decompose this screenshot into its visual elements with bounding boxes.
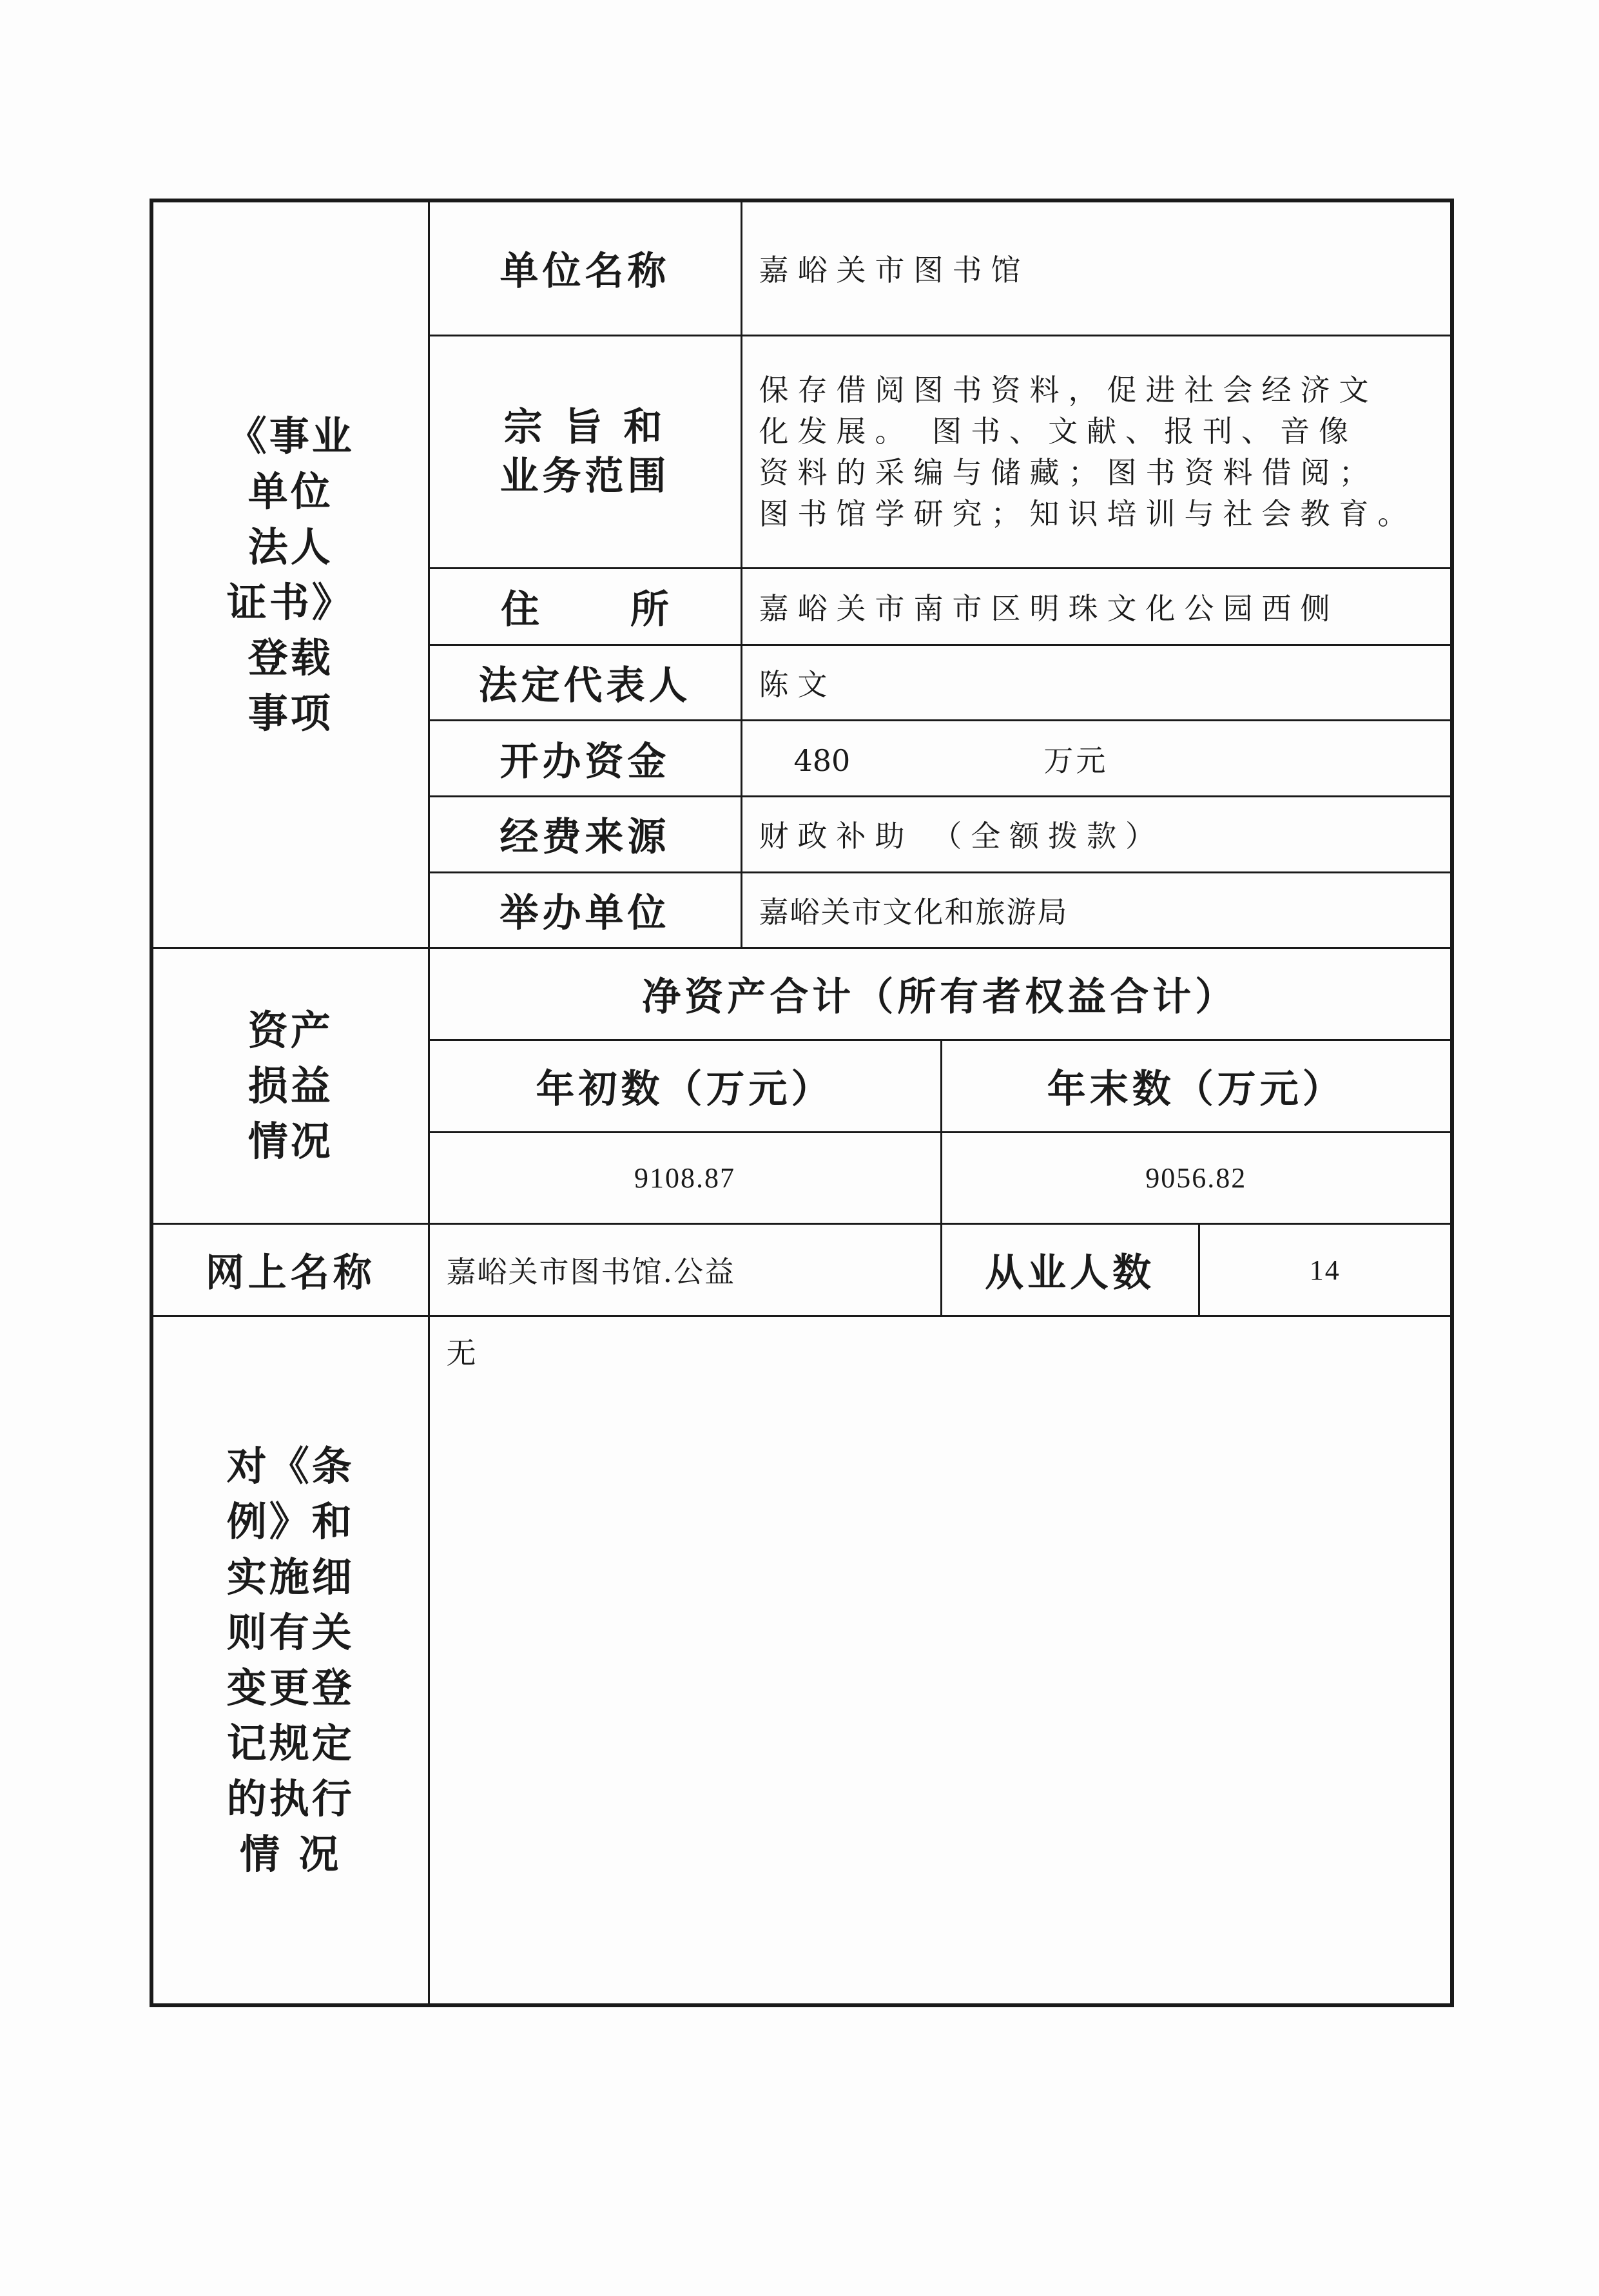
online-name-label: 网上名称 — [151, 1224, 429, 1316]
start-of-year-value: 9108.87 — [429, 1132, 941, 1224]
staff-count-value: 14 — [1199, 1224, 1452, 1316]
row-regulation — [151, 1316, 1452, 2005]
unit-name-label: 单位名称 — [429, 200, 741, 335]
registration-section-label: 《事业 单位 法人 证书》 登载 事项 — [151, 200, 429, 948]
staff-count-label: 从业人数 — [941, 1224, 1199, 1316]
purpose-value: 保存借阅图书资料，促进社会经济文 化发展。 图书、文献、报刊、音像 资料的采编与储藏；图书资料借阅； 图书馆学研究；知识培训与社会教育。 — [741, 335, 1452, 569]
unit-name-value: 嘉峪关市图书馆 — [741, 200, 1452, 335]
assets-section-label: 资产 损益 情况 — [151, 948, 429, 1224]
purpose-label: 宗 旨 和 业务范围 — [429, 335, 741, 569]
sponsor-value: 嘉峪关市文化和旅游局 — [741, 872, 1452, 948]
online-name-value: 嘉峪关市图书馆.公益 — [429, 1224, 941, 1316]
address-value: 嘉峪关市南市区明珠文化公园西侧 — [741, 569, 1452, 645]
capital-value-cell — [741, 721, 1452, 797]
annual-report-form — [150, 199, 1454, 2007]
start-of-year-header: 年初数（万元） — [429, 1040, 941, 1132]
legal-rep-value: 陈文 — [741, 645, 1452, 721]
funding-value: 财政补助 （全额拨款） — [741, 797, 1452, 873]
net-assets-title: 净资产合计（所有者权益合计） — [429, 948, 1452, 1040]
regulation-section-label: 对《条 例》和 实施细 则有关 变更登 记规定 的执行 情 况 — [151, 1316, 429, 2005]
capital-label: 开办资金 — [429, 721, 741, 797]
row-unit-name — [151, 200, 1452, 335]
legal-rep-label: 法定代表人 — [429, 645, 741, 721]
row-online-name — [151, 1224, 1452, 1316]
sponsor-label: 举办单位 — [429, 872, 741, 948]
end-of-year-value: 9056.82 — [941, 1132, 1452, 1224]
regulation-value: 无 — [429, 1316, 1452, 2005]
address-label: 住 所 — [429, 569, 741, 645]
capital-unit: 万元 — [1043, 743, 1109, 778]
end-of-year-header: 年末数（万元） — [941, 1040, 1452, 1132]
row-assets-title — [151, 948, 1452, 1040]
funding-label: 经费来源 — [429, 797, 741, 873]
capital-value: 480 — [793, 743, 851, 778]
